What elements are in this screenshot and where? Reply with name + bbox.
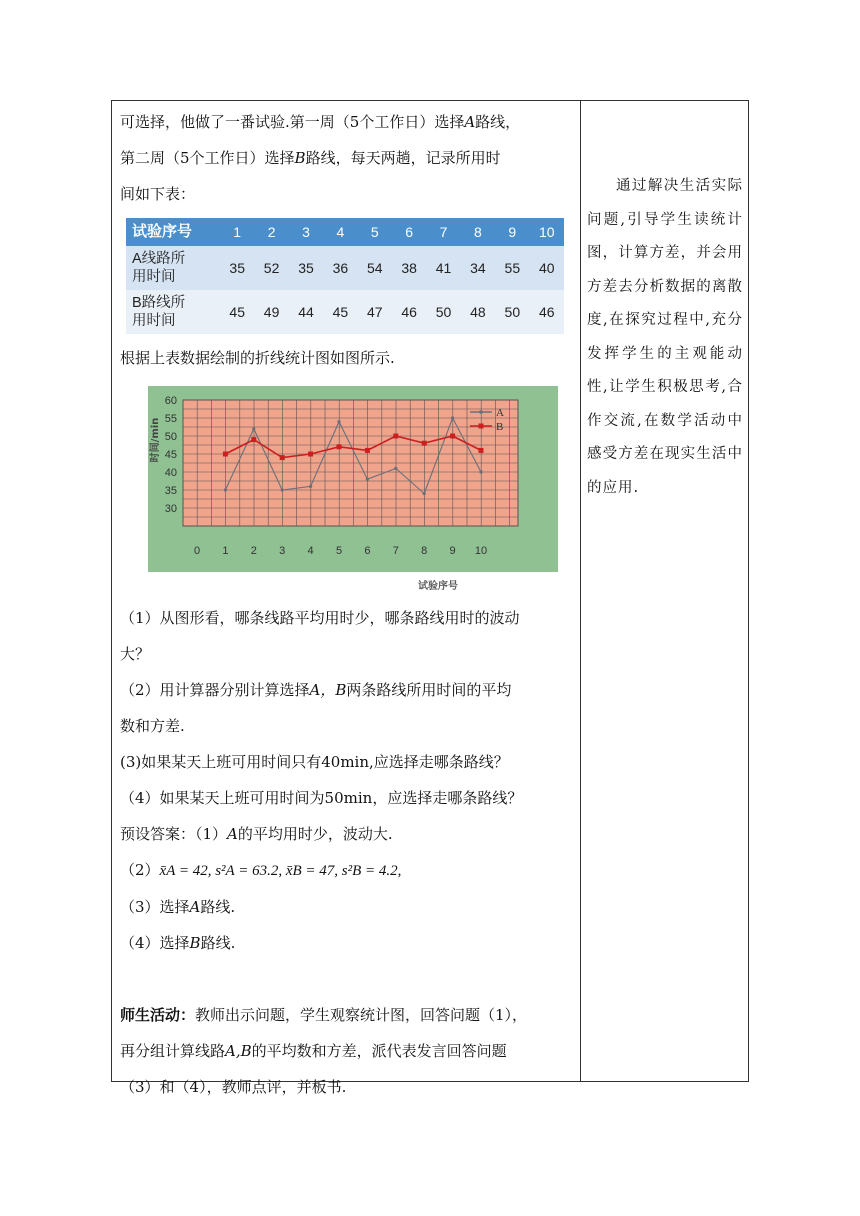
answer-text: （3）选择 — [120, 898, 190, 916]
answer-formula: x̄A = 42, s²A = 63.2, x̄B = 47, s²B = 4.2, — [159, 863, 402, 879]
intro-text: 可选择，他做了一番试验.第一周（5个工作日）选择 — [120, 113, 465, 131]
table-header-cell: 3 — [289, 218, 323, 246]
route-var: A，B — [309, 681, 347, 699]
question-text: （2）用计算器分别计算选择 — [120, 681, 310, 699]
table-cell: 45 — [323, 290, 357, 334]
line-chart-figure — [148, 386, 572, 592]
data-point-B — [223, 452, 228, 457]
route-var: B — [189, 934, 201, 952]
table-header-cell: 6 — [392, 218, 426, 246]
data-point-B — [251, 437, 256, 442]
table-cell: 48 — [461, 290, 495, 334]
intro-text: 路线，每天两趟，记录所用时 — [305, 149, 501, 167]
x-tick-label: 9 — [449, 545, 456, 557]
table-row — [126, 290, 564, 334]
table-header-cell: 10 — [530, 218, 564, 246]
table-cell: 49 — [254, 290, 288, 334]
row-label-line: A线路所 — [132, 251, 186, 267]
data-point-B — [422, 441, 427, 446]
table-header-cell: 8 — [461, 218, 495, 246]
table-cell: 52 — [254, 246, 288, 290]
answer-2 — [120, 852, 572, 889]
line-chart — [148, 386, 572, 592]
column-divider — [580, 100, 581, 1082]
activity-line-2 — [120, 1033, 572, 1069]
y-tick-label: 40 — [164, 467, 177, 479]
table-cell: 36 — [323, 246, 357, 290]
legend-label: B — [496, 421, 504, 433]
row-label-line: 用时间 — [132, 269, 176, 285]
data-table — [126, 218, 564, 334]
table-cell: 54 — [358, 246, 392, 290]
x-tick-label: 4 — [307, 545, 314, 557]
intro-line-3: 间如下表： — [120, 185, 196, 203]
row-label-line: B路线所 — [132, 295, 186, 311]
table-header-cell: 7 — [426, 218, 460, 246]
data-point-A — [423, 492, 426, 495]
table-cell: 55 — [495, 246, 529, 290]
side-note: 通过解决生活实际问题,引导学生读统计图，计算方差，并会用方差去分析数据的离散度,在探究过程中,充分发挥学生的主观能动性,让学生积极思考,合作交流,在数学活动中感受方差在现实生活中的应用. — [587, 178, 743, 496]
data-point-B — [479, 448, 484, 453]
table-cell: 40 — [530, 246, 564, 290]
table-cell: 50 — [495, 290, 529, 334]
route-var: A — [464, 113, 476, 131]
answer-text: 预设答案：（1） — [120, 825, 228, 843]
table-cell: 44 — [289, 290, 323, 334]
legend-marker-A — [479, 410, 483, 414]
data-point-A — [309, 485, 312, 488]
table-cell: 35 — [289, 246, 323, 290]
route-var: A — [189, 898, 201, 916]
table-header-cell: 1 — [220, 218, 254, 246]
question-1-line-1: （1）从图形看，哪条线路平均用时少，哪条路线用时的波动 — [120, 609, 520, 627]
x-tick-label: 0 — [193, 545, 201, 557]
y-axis-label: 时间/min — [150, 417, 161, 463]
table-header-label: 试验序号 — [126, 218, 220, 246]
main-column — [120, 104, 572, 1105]
table-header-row — [126, 218, 564, 246]
data-point-A — [224, 488, 227, 491]
table-cell: 35 — [220, 246, 254, 290]
x-tick-label: 2 — [250, 545, 257, 557]
y-tick-label: 30 — [164, 503, 177, 515]
table-header-cell: 5 — [358, 218, 392, 246]
table-cell: 38 — [392, 246, 426, 290]
activity-line-1 — [120, 997, 572, 1033]
data-point-A — [337, 420, 340, 423]
legend-marker-B — [479, 424, 484, 429]
question-2-line-1 — [120, 672, 572, 708]
route-var: A — [227, 825, 238, 843]
table-cell: 46 — [530, 290, 564, 334]
x-tick-label: 1 — [222, 545, 229, 557]
activity-text: 教师出示问题，学生观察统计图，回答问题（1）， — [195, 1006, 528, 1024]
chart-caption: 根据上表数据绘制的折线统计图如图所示. — [120, 349, 395, 367]
answer-text: 路线. — [200, 898, 236, 916]
activity-line-3: （3）和（4），教师点评，并板书. — [120, 1078, 347, 1096]
answer-text: （2） — [120, 861, 160, 879]
table-cell: 41 — [426, 246, 460, 290]
data-point-B — [365, 448, 370, 453]
activity-text: 的平均数和方差，派代表发言回答问题 — [251, 1042, 507, 1060]
data-point-A — [451, 416, 454, 419]
question-3: (3)如果某天上班可用时间只有40min,应选择走哪条路线？ — [120, 753, 509, 771]
answer-text: 路线. — [200, 934, 236, 952]
data-point-B — [280, 455, 285, 460]
table-row — [126, 246, 564, 290]
answer-text: （4）选择 — [120, 934, 190, 952]
table-cell: 47 — [358, 290, 392, 334]
intro-line-2 — [120, 140, 572, 176]
y-tick-label: 45 — [164, 449, 177, 461]
y-tick-label: 50 — [164, 431, 177, 443]
table-header-cell: 2 — [254, 218, 288, 246]
y-tick-label: 55 — [164, 413, 177, 425]
data-point-A — [281, 488, 284, 491]
y-tick-label: 60 — [164, 395, 177, 407]
table-cell: 34 — [461, 246, 495, 290]
x-tick-label: 7 — [392, 545, 399, 557]
x-axis-label: 试验序号 — [418, 581, 458, 592]
question-text: 两条路线所用时间的平均 — [346, 681, 512, 699]
x-tick-label: 5 — [335, 545, 343, 557]
table-cell: 46 — [392, 290, 426, 334]
x-tick-label: 6 — [364, 545, 371, 557]
route-var: A,B — [225, 1042, 252, 1060]
table-cell: 45 — [220, 290, 254, 334]
intro-text: 路线， — [475, 113, 521, 131]
activity-label: 师生活动： — [120, 1006, 196, 1024]
data-point-A — [394, 467, 397, 470]
row-label-a — [126, 246, 220, 290]
legend-label: A — [496, 407, 504, 419]
answer-1 — [120, 816, 572, 852]
data-point-A — [479, 470, 482, 473]
table-header-cell: 4 — [323, 218, 357, 246]
x-tick-label: 3 — [279, 545, 286, 557]
intro-text: 第二周（5个工作日）选择 — [120, 149, 295, 167]
answer-3 — [120, 889, 572, 925]
x-tick-label: 8 — [421, 545, 428, 557]
table-header-cell: 9 — [495, 218, 529, 246]
row-label-line: 用时间 — [132, 313, 176, 329]
question-1-line-2: 大？ — [120, 645, 151, 663]
question-2-line-2: 数和方差. — [120, 717, 185, 735]
x-tick-label: 10 — [474, 545, 488, 557]
data-point-B — [308, 452, 313, 457]
activity-text: 再分组计算线路 — [120, 1042, 226, 1060]
intro-line-1 — [120, 104, 572, 140]
data-point-A — [366, 478, 369, 481]
question-4: （4）如果某天上班可用时间为50min，应选择走哪条路线？ — [120, 789, 523, 807]
data-point-B — [450, 434, 455, 439]
data-point-B — [393, 434, 398, 439]
data-point-B — [337, 444, 342, 449]
data-point-A — [252, 427, 255, 430]
table-cell: 50 — [426, 290, 460, 334]
route-var: B — [294, 149, 306, 167]
answer-4 — [120, 925, 572, 961]
row-label-b — [126, 290, 220, 334]
answer-text: 的平均用时少，波动大. — [237, 825, 393, 843]
y-tick-label: 35 — [164, 485, 177, 497]
